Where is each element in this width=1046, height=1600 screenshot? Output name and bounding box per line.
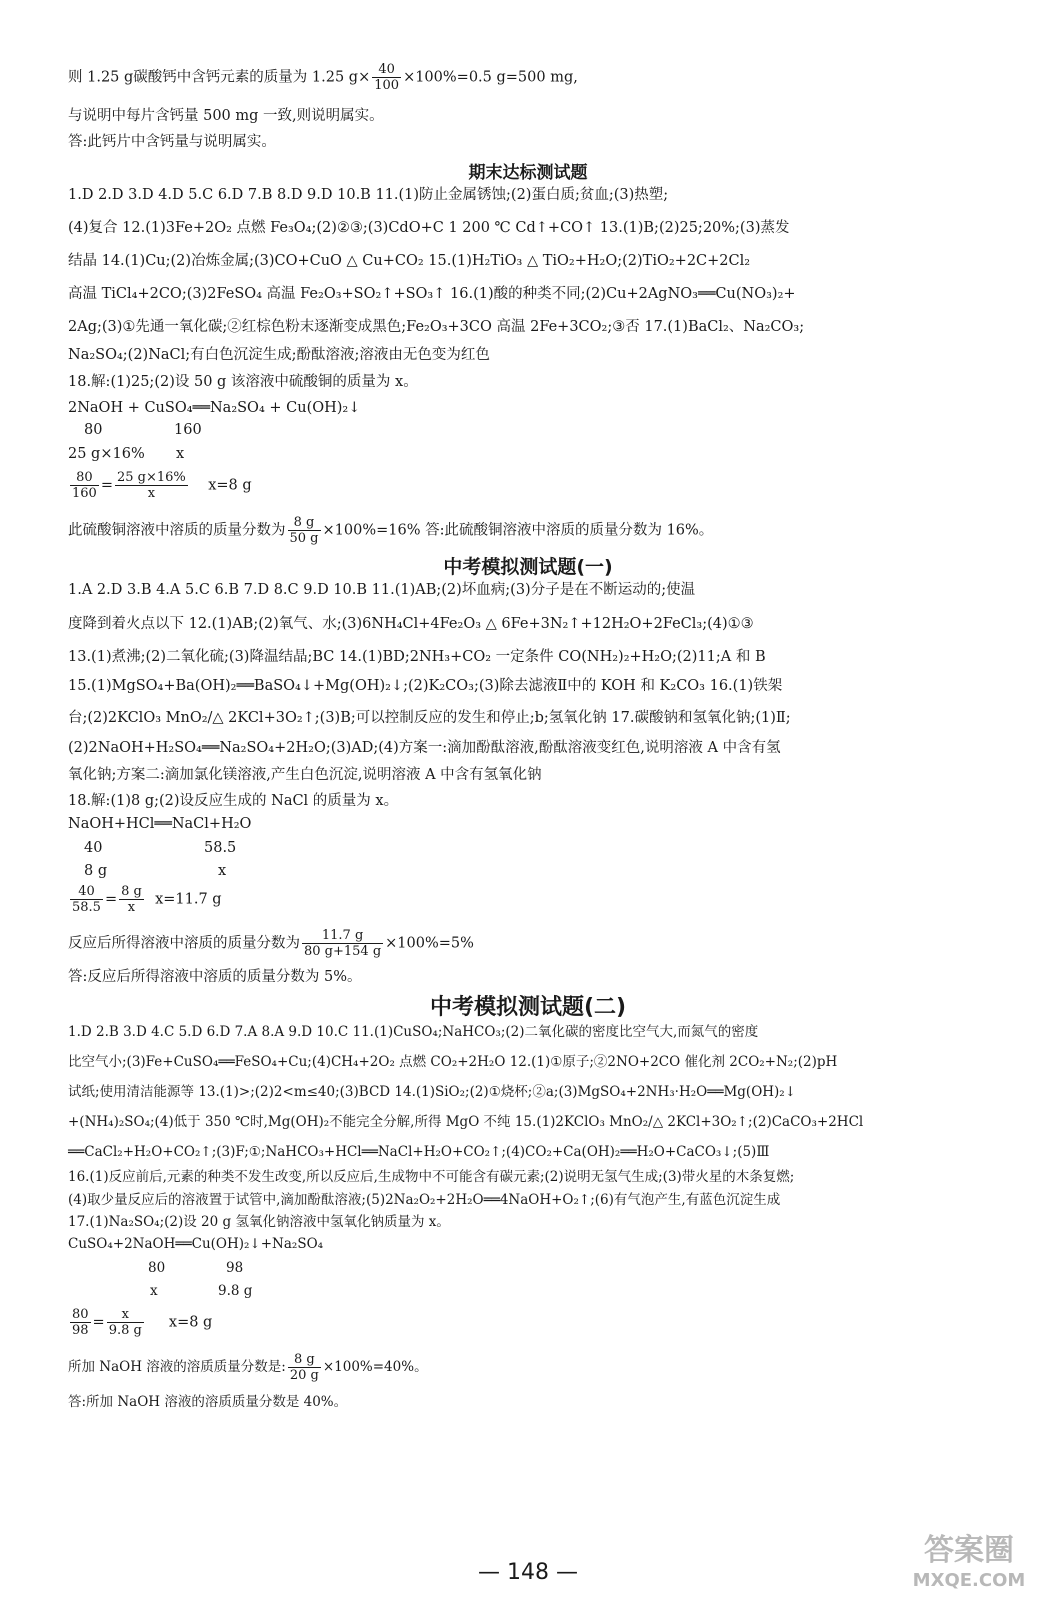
equation-line: 2NaOH + CuSO₄══Na₂SO₄ + Cu(OH)₂↓ [68, 400, 361, 416]
denominator: 80 g+154 g [304, 944, 382, 959]
mass-ratio-value: 80 [84, 422, 103, 438]
answer-line: 答:此钙片中含钙量与说明属实。 [68, 134, 276, 150]
text: ×100%=16% 答:此硫酸铜溶液中溶质的质量分数为 16%。 [322, 522, 714, 539]
text: 所加 NaOH 溶液的溶质质量分数是: [68, 1359, 286, 1375]
numerator: 8 g [121, 884, 142, 899]
numerator: 25 g×16% [116, 470, 186, 485]
mass-ratio-value: 58.5 [204, 840, 237, 856]
result: x=8 g [208, 477, 252, 494]
text: 则 1.25 g碳酸钙中含钙元素的质量为 1.25 g× [68, 69, 371, 86]
fraction [372, 62, 401, 93]
numerator: 80 [70, 470, 99, 486]
given-value: 25 g×16% [68, 446, 145, 462]
fraction [107, 1307, 144, 1338]
section-title: 期末达标测试题 [468, 163, 588, 183]
text-line: 16.(1)反应前后,元素的种类不发生改变,所以反应后,生成物中不可能含有碳元素;(2)说明无氢气生成;(3)带火星的木条复燃; [68, 1169, 795, 1185]
mass-ratio-value: 160 [174, 422, 202, 438]
section-title: 中考模拟测试题(一) [443, 556, 613, 578]
equation-line: NaOH+HCl══NaCl+H₂O [68, 816, 252, 832]
denominator: x [147, 486, 156, 501]
text-line: 结晶 14.(1)Cu;(2)冶炼金属;(3)CO+CuO △ Cu+CO₂ 15.(1)H₂TiO₃ △ TiO₂+H₂O;(2)TiO₂+2C+2Cl₂ [68, 253, 751, 269]
conclusion-line [68, 1352, 428, 1383]
mass-ratio-value: 98 [226, 1260, 244, 1276]
numerator: 40 [70, 884, 103, 900]
given-value: 8 g [84, 863, 108, 879]
numerator: x [107, 1307, 144, 1323]
text-line: 与说明中每片含钙量 500 mg 一致,则说明属实。 [68, 108, 384, 124]
text: ×100%=5% [385, 935, 474, 952]
denominator: 50 g [289, 531, 319, 546]
numerator: 11.7 g [302, 928, 383, 944]
text-line: (4)取少量反应后的溶液置于试管中,滴加酚酞溶液;(5)2Na₂O₂+2H₂O══4NaOH+O₂↑;(6)有气泡产生,有蓝色沉淀生成 [68, 1192, 781, 1208]
text-line: 试纸;使用清洁能源等 13.(1)>;(2)2<m≤40;(3)BCD 14.(1)SiO₂;(2)①烧杯;②a;(3)MgSO₄+2NH₃·H₂O══Mg(OH)₂↓ [68, 1084, 797, 1100]
text: 反应后所得溶液中溶质的质量分数为 [68, 935, 300, 952]
text-line: Na₂SO₄;(2)NaCl;有白色沉淀生成;酚酞溶液;溶液由无色变为红色 [68, 347, 490, 363]
numerator: 8 g [288, 515, 321, 531]
fraction [70, 1307, 91, 1338]
text-line: 18.解:(1)25;(2)设 50 g 该溶液中硫酸铜的质量为 x。 [68, 374, 418, 390]
fraction [288, 1352, 321, 1383]
unknown-value: x [218, 863, 227, 879]
fraction [288, 515, 321, 546]
fraction [70, 884, 103, 915]
text-line: 高温 TiCl₄+2CO;(3)2FeSO₄ 高温 Fe₂O₃+SO₂↑+SO₃↑ 16.(1)酸的种类不同;(2)Cu+2AgNO₃══Cu(NO₃)₂+ [68, 286, 796, 302]
mass-ratio-value: 80 [148, 1260, 166, 1276]
text: ×100%=0.5 g=500 mg, [403, 69, 578, 86]
calc-line [68, 62, 578, 93]
watermark-url: MXQE.COM [912, 1570, 1026, 1591]
proportion-line: $\frac{40}{58.5}$ = $\frac{8 g}{x}$ x=11.7 g [72, 884, 222, 915]
fraction [70, 470, 99, 501]
numerator: 8 g [288, 1352, 321, 1368]
text-line: 15.(1)MgSO₄+Ba(OH)₂══BaSO₄↓+Mg(OH)₂↓;(2)K₂CO₃;(3)除去滤液Ⅱ中的 KOH 和 K₂CO₃ 16.(1)铁架 [68, 678, 783, 694]
denominator: 20 g [289, 1368, 319, 1383]
text-line: 2Ag;(3)①先通一氧化碳;②红棕色粉末逐渐变成黑色;Fe₂O₃+3CO 高温 2Fe+3CO₂;③否 17.(1)BaCl₂、Na₂CO₃; [68, 319, 805, 335]
proportion-line: $\frac{80}{160}$ = $\frac{25 g\times 16\%}{x}$ x=8 g [72, 470, 252, 501]
conclusion-line [68, 515, 713, 546]
text-line: ══CaCl₂+H₂O+CO₂↑;(3)F;①;NaHCO₃+HCl══NaCl+H₂O+CO₂↑;(4)CO₂+Ca(OH)₂══H₂O+CaCO₃↓;(5)Ⅲ [68, 1144, 770, 1160]
text-line: 比空气小;(3)Fe+CuSO₄══FeSO₄+Cu;(4)CH₄+2O₂ 点燃 CO₂+2H₂O 12.(1)①原子;②2NO+2CO 催化剂 2CO₂+N₂;(2)pH [68, 1054, 838, 1070]
given-value: 9.8 g [218, 1283, 253, 1299]
text-line: (4)复合 12.(1)3Fe+2O₂ 点燃 Fe₃O₄;(2)②③;(3)CdO+C 1 200 ℃ Cd↑+CO↑ 13.(1)B;(2)25;20%;(3)蒸发 [68, 220, 790, 236]
unknown-value: x [150, 1283, 158, 1299]
page-number: — 148 — [478, 1560, 578, 1585]
denominator: 160 [72, 486, 97, 501]
text-line: 13.(1)煮沸;(2)二氧化硫;(3)降温结晶;BC 14.(1)BD;2NH₃+CO₂ 一定条件 CO(NH₂)₂+H₂O;(2)11;A 和 B [68, 649, 766, 665]
text-line: 度降到着火点以下 12.(1)AB;(2)氧气、水;(3)6NH₄Cl+4Fe₂O₃ △ 6Fe+3N₂↑+12H₂O+2FeCl₃;(4)①③ [68, 616, 754, 632]
fraction [119, 884, 144, 915]
text: 此硫酸铜溶液中溶质的质量分数为 [68, 522, 286, 539]
text-line: 18.解:(1)8 g;(2)设反应生成的 NaCl 的质量为 x。 [68, 793, 399, 809]
text: ×100%=40%。 [322, 1359, 428, 1375]
text-line: 1.D 2.B 3.D 4.C 5.D 6.D 7.A 8.A 9.D 10.C 11.(1)CuSO₄;NaHCO₃;(2)二氧化碳的密度比空气大,而氮气的密度 [68, 1024, 759, 1040]
fraction [302, 928, 383, 959]
section-title: 中考模拟测试题(二) [429, 995, 627, 1020]
mass-ratio-value: 40 [84, 840, 103, 856]
result: x=8 g [168, 1314, 213, 1331]
equation-line: CuSO₄+2NaOH══Cu(OH)₂↓+Na₂SO₄ [68, 1236, 324, 1252]
numerator: 40 [372, 62, 401, 78]
answer-line: 答:反应后所得溶液中溶质的质量分数为 5%。 [68, 969, 362, 985]
text-line: 17.(1)Na₂SO₄;(2)设 20 g 氢氧化钠溶液中氢氧化钠质量为 x。 [68, 1214, 450, 1230]
result: x=11.7 g [155, 891, 222, 908]
text-line: +(NH₄)₂SO₄;(4)低于 350 ℃时,Mg(OH)₂不能完全分解,所得 MgO 不纯 15.(1)2KClO₃ MnO₂/△ 2KCl+3O₂↑;(2)CaCO₃+2HCl [68, 1114, 864, 1130]
denominator: x [127, 900, 136, 915]
numerator: 80 [72, 1307, 89, 1322]
denominator: 58.5 [72, 900, 101, 915]
text-line: 1.D 2.D 3.D 4.D 5.C 6.D 7.B 8.D 9.D 10.B 11.(1)防止金属锈蚀;(2)蛋白质;贫血;(3)热塑; [68, 187, 669, 203]
answer-line: 答:所加 NaOH 溶液的溶质质量分数是 40%。 [68, 1394, 348, 1410]
text-line: 氧化钠;方案二:滴加氯化镁溶液,产生白色沉淀,说明溶液 A 中含有氢氧化钠 [68, 767, 542, 783]
unknown-value: x [176, 446, 185, 462]
watermark-logo [904, 1524, 1034, 1594]
watermark-text: 答案圈 [924, 1533, 1014, 1568]
denominator: 9.8 g [108, 1323, 142, 1338]
conclusion-line [68, 928, 474, 959]
denominator: 100 [374, 78, 400, 93]
text-line: 1.A 2.D 3.B 4.A 5.C 6.B 7.D 8.C 9.D 10.B 11.(1)AB;(2)坏血病;(3)分子是在不断运动的;使温 [68, 582, 696, 598]
proportion-line: $\frac{80}{98}$ = $\frac{x}{9.8 g}$ x=8 g [72, 1307, 213, 1338]
fraction [115, 470, 188, 501]
text-line: (2)2NaOH+H₂SO₄══Na₂SO₄+2H₂O;(3)AD;(4)方案一:滴加酚酞溶液,酚酞溶液变红色,说明溶液 A 中含有氢 [68, 740, 781, 756]
text-line: 台;(2)2KClO₃ MnO₂/△ 2KCl+3O₂↑;(3)B;可以控制反应的发生和停止;b;氢氧化钠 17.碳酸钠和氢氧化钠;(1)Ⅱ; [68, 710, 791, 726]
denominator: 98 [72, 1323, 89, 1338]
